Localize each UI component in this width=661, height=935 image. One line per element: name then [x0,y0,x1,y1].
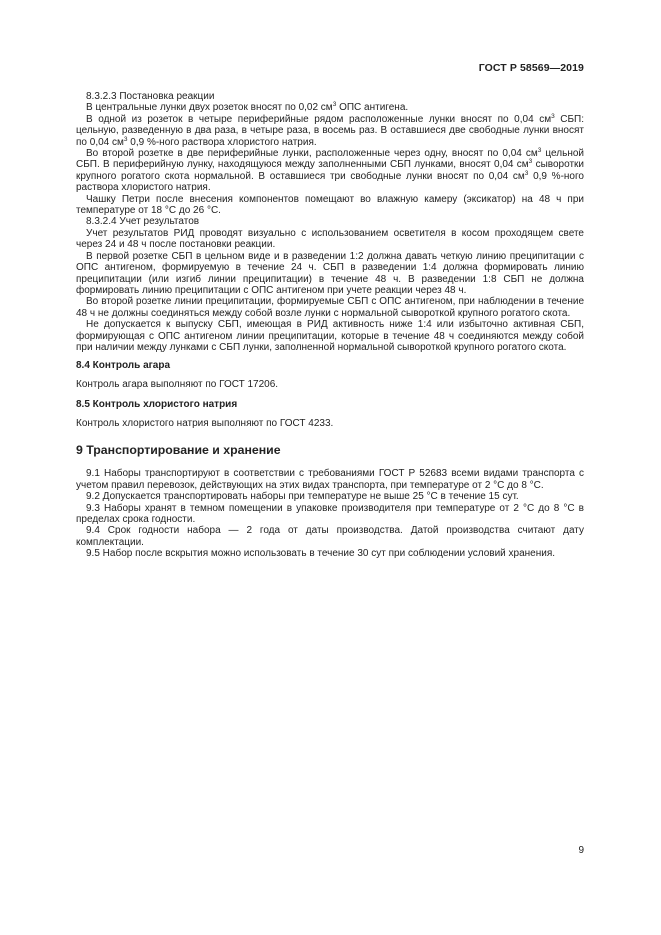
paragraph: 9.4 Срок годности набора — 2 года от даты производства. Датой производства считают дату комплектации. [76,525,584,548]
document-code: ГОСТ Р 58569—2019 [478,62,584,74]
paragraph: Во второй розетке линии преципитации, формируемые СБП с ОПС антигеном, при наблюдении в течение 48 ч не должны соединяться между собой возле лунки с нормальной сывороткой крупного рогатого скота. [76,296,584,319]
section-8-4-heading: 8.4 Контроль агара [76,360,171,372]
paragraph: В первой розетке СБП в цельном виде и в разведении 1:2 должна давать четкую линию преципитации с ОПС антигеном, формируемую в течение 24 ч. СБП в разведении 1:4 должна формировать линию преципитации (или изгиб линии преципитации) в течение 48 ч. В разведении 1:8 СБП не должна формировать линию преципитации с ОПС антигеном при учете реакции через 48 ч. [76,250,584,296]
paragraph: 9.1 Наборы транспортируют в соответствии с требованиями ГОСТ Р 52683 всеми видами транспорта с учетом правил перевозок, действующих на этих видах транспорта, при температуре от 2 °C до 8 °C. [76,468,584,491]
paragraph: В одной из розеток в четыре периферийные рядом расположенные лунки вносят по 0,04 $см^3$ СБП: цельную, разведенную в два раза, в четыре раза, в восемь раз. В оставшиеся две свободные лунки вносят по 0,04 $см^3$ 0,9 %-ного раствора хлористого натрия. [76,112,585,148]
page-body [76,91,584,560]
subsection-8-3-2-3-title: 8.3.2.3 Постановка реакции [86,91,215,102]
paragraph: Контроль агара выполняют по ГОСТ 17206. [76,378,279,390]
paragraph: В центральные лунки двух розеток вносят по 0,02 $см^3$ ОПС антигена. [86,101,409,114]
subsection-8-3-2-4-title: 8.3.2.4 Учет результатов [86,216,200,228]
paragraph: Не допускается к выпуску СБП, имеющая в РИД активность ниже 1:4 или избыточно активная СБП, формирующая с ОПС антигеном линии преципитации, которые в течение 48 ч соединяются между собой при наличии между лунками с СБП лунки, заполненной нормальной сывороткой крупного рогатого скота. [76,319,584,353]
paragraph: Чашку Петри после внесения компонентов помещают во влажную камеру (эксикатор) на 48 ч при температуре от 18 °C до 26 °C. [76,193,584,217]
paragraph: 9.3 Наборы хранят в темном помещении в упаковке производителя при температуре от 2 °C до 8 °C в пределах срока годности. [76,502,584,525]
paragraph: Во второй розетке в две периферийные лунки, расположенные через одну, вносят по 0,04 $см^3$ цельной СБП. В периферийную лунку, находящуюся между заполненными СБП лунками, вносят 0,04 $см^3$ сыворотки крупного рогатого скота нормальной. В оставшиеся три свободные лунки вносят по 0,04 $см^3$ 0,9 %-ного раствора хлористого натрия. [76,147,584,194]
paragraph: 9.2 Допускается транспортировать наборы при температуре не выше 25 °C в течение 15 сут. [86,491,519,503]
paragraph: Контроль хлористого натрия выполняют по ГОСТ 4233. [76,417,334,429]
section-8-5-heading: 8.5 Контроль хлористого натрия [76,399,238,411]
paragraph: Учет результатов РИД проводят визуально с использованием осветителя в косом проходящем свете через 24 и 48 ч после постановки реакции. [76,227,584,251]
paragraph: 9.5 Набор после вскрытия можно использовать в течение 30 сут при соблюдении условий хранения. [86,548,556,560]
page-number: 9 [578,845,584,856]
section-9-heading: 9 Транспортирование и хранение [76,442,281,457]
